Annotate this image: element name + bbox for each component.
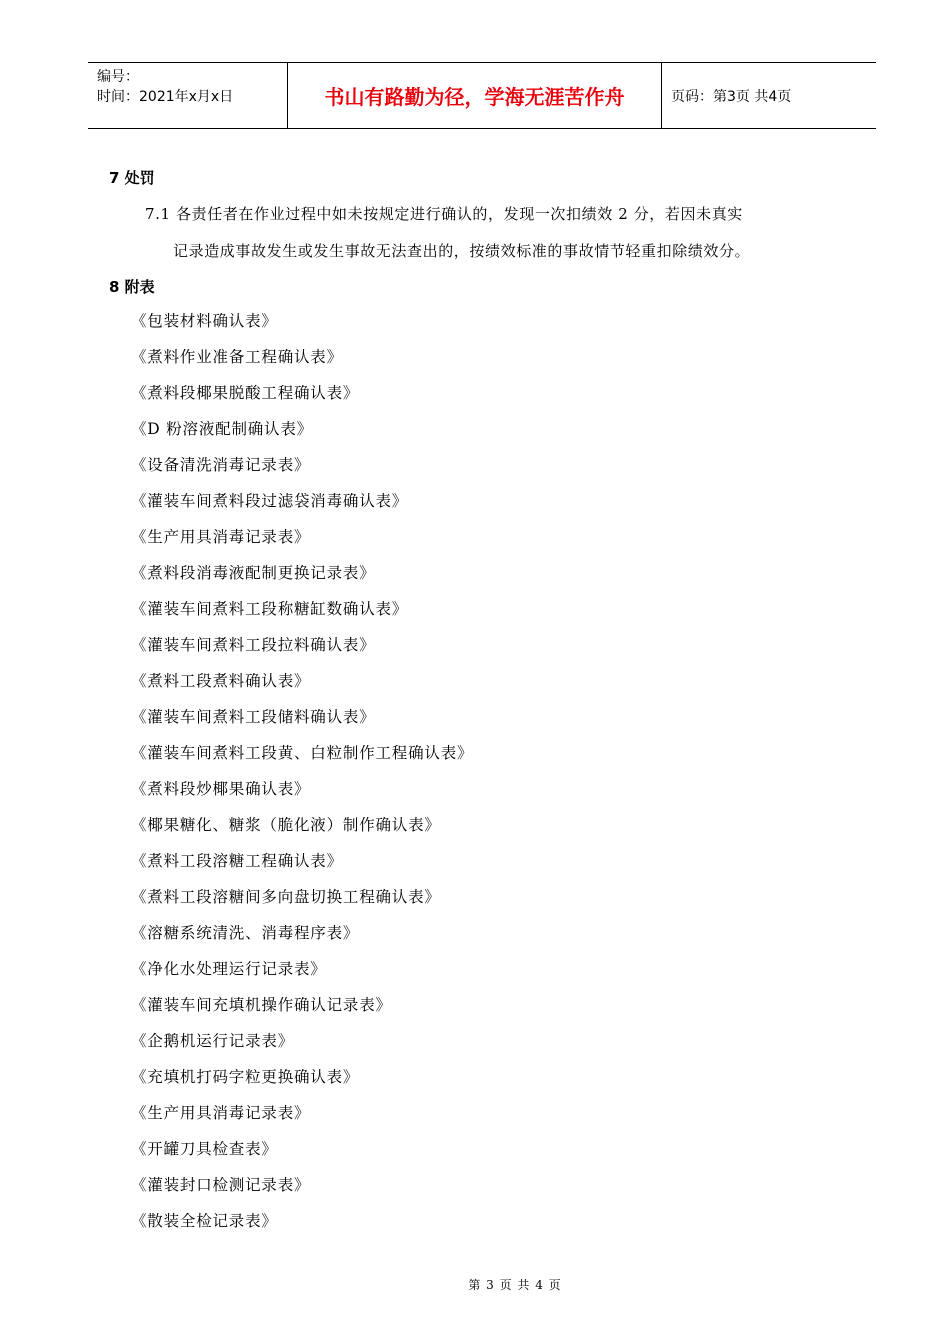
- appendix-form-item: 《企鹅机运行记录表》: [131, 1032, 295, 1050]
- document-header: [88, 62, 876, 129]
- appendix-form-item: 《溶糖系统清洗、消毒程序表》: [131, 924, 360, 942]
- appendix-form-item: 《开罐刀具检查表》: [131, 1140, 278, 1158]
- appendix-form-item: 《生产用具消毒记录表》: [131, 528, 311, 546]
- appendix-form-item: 《散装全检记录表》: [131, 1212, 278, 1230]
- appendix-form-item: 《灌装车间煮料工段称糖缸数确认表》: [131, 600, 409, 618]
- section-7-title: 7 处罚: [109, 169, 155, 187]
- appendix-form-item: 《灌装车间煮料工段储料确认表》: [131, 708, 376, 726]
- appendix-form-item: 《灌装车间充填机操作确认记录表》: [131, 996, 392, 1014]
- document-number-label: 编号：: [97, 69, 139, 85]
- appendix-form-item: 《灌装车间煮料工段黄、白粒制作工程确认表》: [131, 744, 474, 762]
- header-motto: 书山有路勤为径，学海无涯苦作舟: [288, 63, 662, 128]
- appendix-form-item: 《设备清洗消毒记录表》: [131, 456, 311, 474]
- appendix-form-item: 《灌装车间煮料段过滤袋消毒确认表》: [131, 492, 409, 510]
- page-footer: 第 3 页 共 4 页: [468, 1278, 562, 1292]
- appendix-form-item: 《煮料段炒椰果确认表》: [131, 780, 311, 798]
- appendix-form-item: 《煮料工段溶糖间多向盘切换工程确认表》: [131, 888, 441, 906]
- appendix-form-item: 《充填机打码字粒更换确认表》: [131, 1068, 360, 1086]
- section-8-title: 8 附表: [109, 278, 155, 296]
- appendix-form-item: 《椰果糖化、糖浆（脆化液）制作确认表》: [131, 816, 441, 834]
- appendix-form-item: 《煮料作业准备工程确认表》: [131, 348, 343, 366]
- appendix-form-item: 《灌装车间煮料工段拉料确认表》: [131, 636, 376, 654]
- appendix-form-item: 《生产用具消毒记录表》: [131, 1104, 311, 1122]
- section-7-paragraph-line-1: 7.1 各责任者在作业过程中如未按规定进行确认的，发现一次扣绩效 2 分，若因未真实: [145, 205, 743, 223]
- document-date-label: 时间：2021年x月x日: [97, 89, 234, 105]
- appendix-form-item: 《灌装封口检测记录表》: [131, 1176, 311, 1194]
- appendix-form-item: 《包装材料确认表》: [131, 312, 278, 330]
- appendix-form-item: 《煮料工段煮料确认表》: [131, 672, 311, 690]
- header-info-cell: [88, 63, 288, 128]
- appendix-form-item: 《煮料段消毒液配制更换记录表》: [131, 564, 376, 582]
- appendix-form-item: 《煮料段椰果脱酸工程确认表》: [131, 384, 360, 402]
- appendix-form-item: 《煮料工段溶糖工程确认表》: [131, 852, 343, 870]
- appendix-form-item: 《D 粉溶液配制确认表》: [131, 420, 313, 438]
- header-page-number: 页码：第3页 共4页: [671, 88, 792, 105]
- appendix-form-list: [131, 308, 473, 1244]
- appendix-form-item: 《净化水处理运行记录表》: [131, 960, 327, 978]
- section-7-paragraph-line-2: 记录造成事故发生或发生事故无法查出的，按绩效标准的事故情节轻重扣除绩效分。: [173, 242, 751, 260]
